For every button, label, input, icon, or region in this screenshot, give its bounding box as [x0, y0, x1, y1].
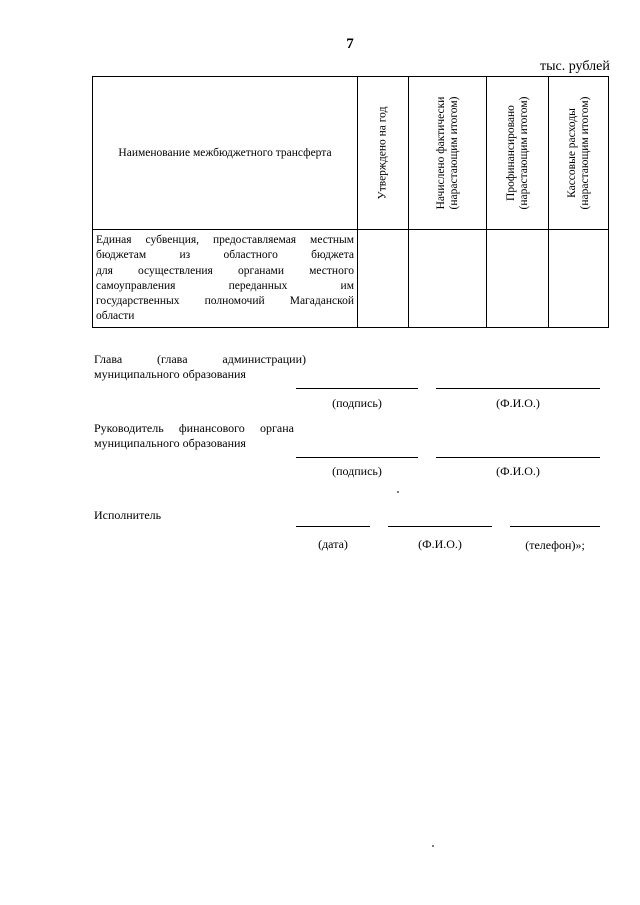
header-accrued: Начислено фактически (нарастающим итогом): [434, 96, 460, 210]
header-transfer-name: Наименование межбюджетного трансферта: [93, 77, 358, 230]
executor-date-caption: (дата): [318, 537, 348, 551]
table-header-row: [93, 77, 609, 230]
finance-name-line[interactable]: [436, 457, 600, 458]
head-label: [94, 352, 306, 382]
finance-label-line: Руководитель финансового органа: [94, 421, 294, 435]
executor-phone-line[interactable]: [510, 526, 600, 527]
executor-name-caption: (Ф.И.О.): [418, 537, 462, 551]
head-signature-line[interactable]: [296, 388, 418, 389]
row-name-line: государственных полномочий Магаданской: [96, 295, 354, 308]
header-cash-expenses: Кассовые расходы (нарастающим итогом): [565, 96, 591, 210]
header-financed: Профинансировано (нарастающим итогом): [504, 96, 530, 210]
transfers-table: [92, 76, 609, 328]
executor-phone-caption: (телефон)»;: [525, 538, 585, 552]
head-name-line[interactable]: [436, 388, 600, 389]
finance-label-line: муниципального образования: [94, 436, 246, 450]
finance-signature-line[interactable]: [296, 457, 418, 458]
row-name-line: Единая субвенция, предоставляемая местным: [96, 234, 354, 246]
scan-speck: [397, 491, 399, 493]
finance-signature-caption: (подпись): [332, 464, 382, 478]
finance-label: [94, 421, 294, 451]
head-name-caption: (Ф.И.О.): [496, 396, 540, 410]
head-label-line: Глава (глава администрации): [94, 352, 306, 366]
table-row: [93, 230, 609, 328]
scan-speck: [432, 845, 434, 847]
cell-accrued[interactable]: [409, 230, 487, 328]
row-transfer-name: [93, 230, 358, 328]
row-name-line: области: [96, 310, 135, 323]
executor-name-line[interactable]: [388, 526, 492, 527]
cell-financed[interactable]: [487, 230, 549, 328]
executor-date-line[interactable]: [296, 526, 370, 527]
cell-approved[interactable]: [358, 230, 409, 328]
cell-cash-expenses[interactable]: [549, 230, 609, 328]
executor-label: Исполнитель: [94, 508, 162, 522]
head-signature-caption: (подпись): [332, 396, 382, 410]
finance-name-caption: (Ф.И.О.): [496, 464, 540, 478]
row-name-line: для осуществления органами местного: [96, 264, 354, 277]
row-name-line: бюджетам из областного бюджета: [96, 249, 354, 262]
units-label: тыс. рублей: [540, 59, 610, 74]
header-approved: Утверждено на год: [376, 106, 389, 200]
head-label-line: муниципального образования: [94, 367, 246, 381]
row-name-line: самоуправления переданных им: [96, 279, 354, 292]
page-number: 7: [346, 36, 354, 52]
